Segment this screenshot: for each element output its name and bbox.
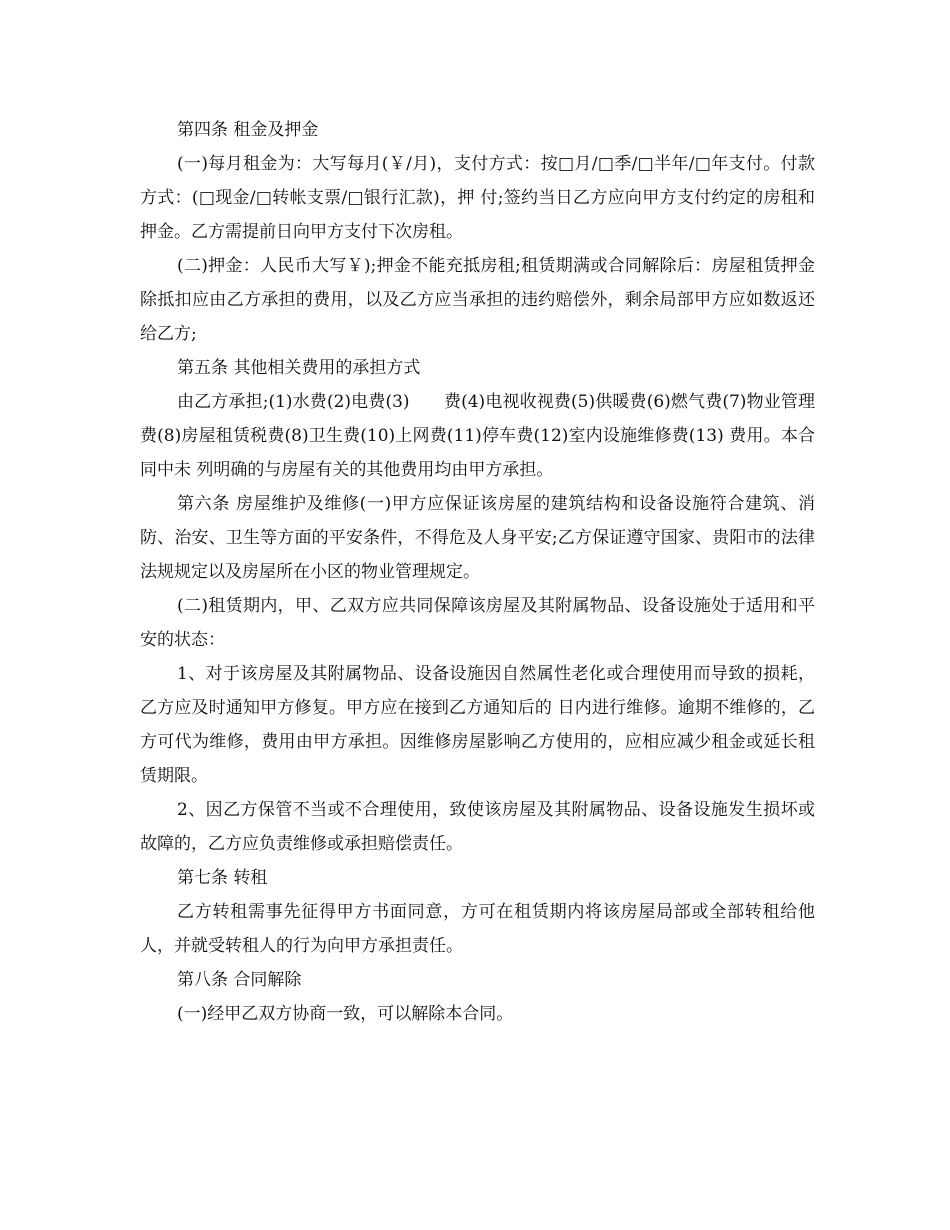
article-5-body: 由乙方承担;(1)水费(2)电费(3) 费(4)电视收视费(5)供暖费(6)燃气费(7)物业管理费(8)房屋租赁税费(8)卫生费(10)上网费(11)停车费(12)室内设施维修费(13) 费用。本合同中未 列明确的与房屋有关的其他费用均由甲方承担。 — [140, 392, 815, 480]
document-body — [140, 113, 815, 1031]
article-4-heading: 第四条 租金及押金 — [177, 120, 319, 140]
article-6-clause-1: 第六条 房屋维护及维修(一)甲方应保证该房屋的建筑结构和设备设施符合建筑、消防、治安、卫生等方面的平安条件，不得危及人身平安;乙方保证遵守国家、贵阳市的法律法规规定以及房屋所在小区的物业管理规定。 — [140, 494, 815, 582]
article-6-item-2: 2、因乙方保管不当或不合理使用，致使该房屋及其附属物品、设备设施发生损坏或故障的，乙方应负责维修或承担赔偿责任。 — [140, 800, 815, 854]
article-8-heading: 第八条 合同解除 — [177, 970, 302, 990]
article-4-clause-2: (二)押金：人民币大写￥);押金不能充抵房租;租赁期满或合同解除后：房屋租赁押金除抵扣应由乙方承担的费用，以及乙方应当承担的违约赔偿外，剩余局部甲方应如数返还给乙方; — [140, 256, 815, 344]
article-7-body: 乙方转租需事先征得甲方书面同意，方可在租赁期内将该房屋局部或全部转租给他人，并就受转租人的行为向甲方承担责任。 — [140, 902, 815, 956]
article-6-clause-2: (二)租赁期内，甲、乙双方应共同保障该房屋及其附属物品、设备设施处于适用和平安的状态： — [140, 596, 815, 650]
article-4-clause-1: (一)每月租金为：大写每月(￥/月)，支付方式：按□月/□季/□半年/□年支付。付款方式：(□现金/□转帐支票/□银行汇款)，押 付;签约当日乙方应向甲方支付约定的房租和押金。乙方需提前日向甲方支付下次房租。 — [140, 154, 815, 242]
article-6-item-1: 1、对于该房屋及其附属物品、设备设施因自然属性老化或合理使用而导致的损耗，乙方应及时通知甲方修复。甲方应在接到乙方通知后的 日内进行维修。逾期不维修的，乙方可代为维修，费用由甲方承担。因维修房屋影响乙方使用的，应相应减少租金或延长租赁期限。 — [140, 664, 815, 786]
article-5-heading: 第五条 其他相关费用的承担方式 — [177, 358, 421, 378]
article-8-clause-1: (一)经甲乙双方协商一致，可以解除本合同。 — [177, 1004, 514, 1024]
article-7-heading: 第七条 转租 — [177, 868, 268, 888]
